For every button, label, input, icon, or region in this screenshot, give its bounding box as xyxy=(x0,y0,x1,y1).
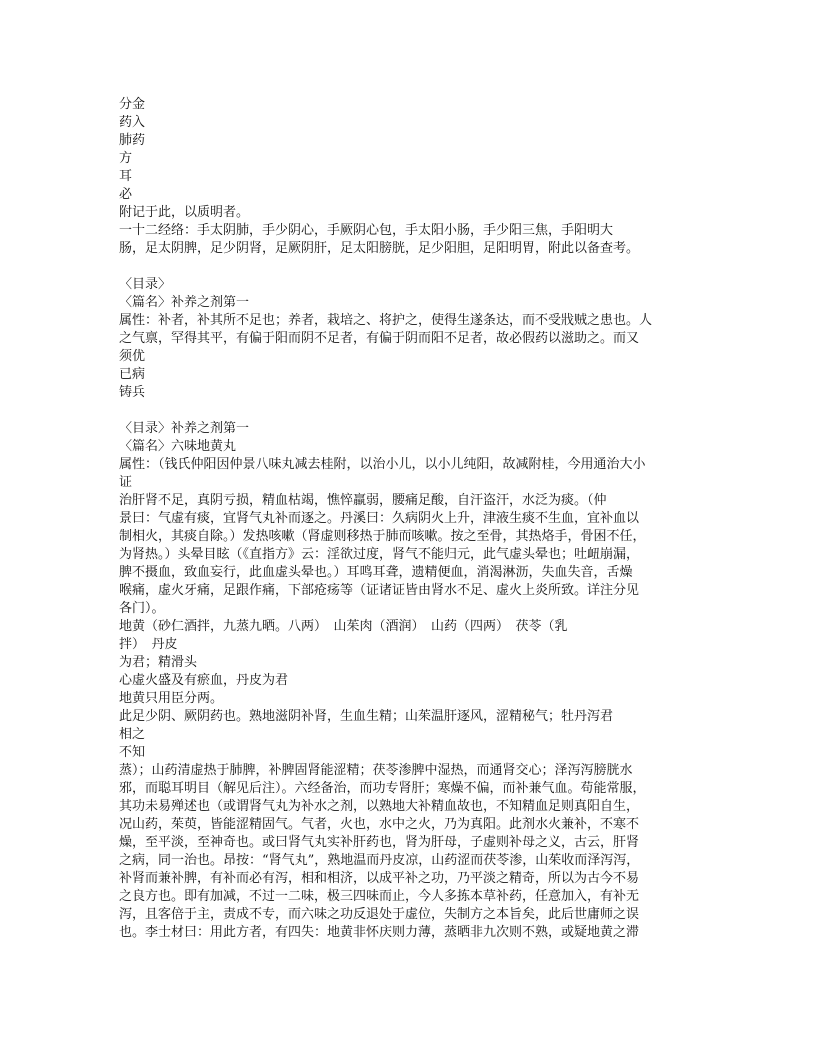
text-line: 肠，足太阴脾，足少阴肾，足厥阴肝，足太阳膀胱，足少阳胆，足阳明胃，附此以备查考。 xyxy=(119,241,640,256)
text-line: 景曰：气虚有痰，宜肾气丸补而逐之。丹溪曰：久病阴火上升，津液生痰不生血，宜补血以 xyxy=(119,511,640,526)
text-line: 已病 xyxy=(119,367,146,382)
text-line: 属性：补者，补其所不足也；养者，栽培之、将护之，使得生遂条达，而不受戕贼之患也。人 xyxy=(119,313,653,328)
tonic-chapter-section xyxy=(119,276,719,402)
text-line: 相之 xyxy=(119,727,146,742)
text-line: 此足少阴、厥阴药也。熟地滋阴补肾，生血生精；山茱温肝逐风，涩精秘气；牡丹泻君 xyxy=(119,709,614,724)
text-line: 治肝肾不足，真阴亏损，精血枯竭，憔悴羸弱，腰痛足酸，自汗盗汗，水泛为痰。（仲 xyxy=(119,493,607,508)
text-line: 耳 xyxy=(119,169,133,184)
text-line: 况山药，茱萸，皆能涩精固气。气者，火也，水中之火，乃为真阳。此剂水火兼补，不寒不 xyxy=(119,817,640,832)
text-line: 附记于此，以质明者。 xyxy=(119,205,250,220)
text-line: 肺药 xyxy=(119,133,146,148)
text-line: 证 xyxy=(119,475,133,490)
paragraph-spacer xyxy=(119,258,719,276)
text-line: 属性：（钱氏仲阳因仲景八味丸减去桂附，以治小儿，以小儿纯阳，故减附桂，今用通治大小 xyxy=(119,457,646,472)
text-line: 泻，且客倍于主，责成不专，而六味之功反退处于虚位，失制方之本旨矣，此后世庸师之误 xyxy=(119,907,640,922)
text-line: 也。李士材曰：用此方者，有四失：地黄非怀庆则力薄，蒸晒非九次则不熟，或疑地黄之滞 xyxy=(119,925,640,940)
text-line: 邪，而聪耳明目（解见后注）。六经备治，而功专肾肝；寒燥不偏，而补兼气血。苟能常服， xyxy=(119,781,646,796)
liuwei-dihuang-section xyxy=(119,420,719,942)
text-line: 之良方也。即有加减，不过一二味，极三四味而止，今人多拣本草补药，任意加入，有补无 xyxy=(119,889,640,904)
text-line: 补肾而兼补脾，有补而必有泻，相和相济，以成平补之功，乃平淡之精奇，所以为古今不易 xyxy=(119,871,640,886)
chapter-title: 〈篇名〉六味地黄丸 xyxy=(119,439,237,454)
paragraph-spacer xyxy=(119,402,719,420)
ingredients-line: 拌） 丹皮 xyxy=(119,637,178,652)
document-page xyxy=(119,96,719,942)
toc-label: 〈目录〉 xyxy=(119,277,172,292)
text-line: 分金 xyxy=(119,97,146,112)
text-line: 一十二经络：手太阴肺，手少阴心，手厥阴心包，手太阳小肠，手少阳三焦，手阳明大 xyxy=(119,223,614,238)
text-line: 不知 xyxy=(119,745,146,760)
ingredients-line: 地黄（砂仁酒拌，九蒸九晒。八两） 山茱肉（酒润） 山药（四两） 茯苓（乳 xyxy=(119,619,568,634)
text-line: 必 xyxy=(119,187,133,202)
text-line: 为肾热。）头晕目眩（《直指方》云：淫欲过度，肾气不能归元，此气虚头晕也；吐衄崩漏， xyxy=(119,547,640,562)
chapter-title: 〈篇名〉补养之剂第一 xyxy=(119,295,250,310)
text-line: 制相火，其痰自除。）发热咳嗽（肾虚则移热于肺而咳嗽。按之至骨，其热烙手，骨困不任， xyxy=(119,529,646,544)
toc-label: 〈目录〉补养之剂第一 xyxy=(119,421,250,436)
text-line: 之病，同一治也。昂按：“肾气丸”，熟地温而丹皮凉，山药涩而茯苓渗，山茱收而泽泻泻， xyxy=(119,853,640,868)
text-line: 地黄只用臣分两。 xyxy=(119,691,224,706)
text-line: 须优 xyxy=(119,349,146,364)
text-line: 之气禀，罕得其平，有偏于阳而阴不足者，有偏于阴而阳不足者，故必假药以滋助之。而又 xyxy=(119,331,640,346)
text-line: 燥，至平淡，至神奇也。或曰肾气丸实补肝药也，肾为肝母，子虚则补母之义，古云，肝肾 xyxy=(119,835,640,850)
text-line: 其功未易殚述也（或谓肾气丸为补水之剂，以熟地大补精血故也，不知精血足则真阳自生， xyxy=(119,799,640,814)
text-line: 药入 xyxy=(119,115,146,130)
text-line: 喉痛，虚火牙痛，足跟作痛，下部疮疡等（证诸证皆由肾水不足、虚火上炎所致。详注分见 xyxy=(119,583,640,598)
text-line: 为君；精滑头 xyxy=(119,655,198,670)
text-line: 蒸）；山药清虚热于肺脾，补脾固肾能涩精；茯苓渗脾中湿热，而通肾交心；泽泻泻膀胱水 xyxy=(119,763,633,778)
meridian-note-section xyxy=(119,96,719,258)
text-line: 脾不摄血，致血妄行，此血虚头晕也。）耳鸣耳聋，遗精便血，消渴淋沥，失血失音，舌燥 xyxy=(119,565,633,580)
text-line: 心虚火盛及有瘀血，丹皮为君 xyxy=(119,673,289,688)
text-line: 铸兵 xyxy=(119,385,146,400)
text-line: 各门）。 xyxy=(119,601,165,616)
text-line: 方 xyxy=(119,151,133,166)
